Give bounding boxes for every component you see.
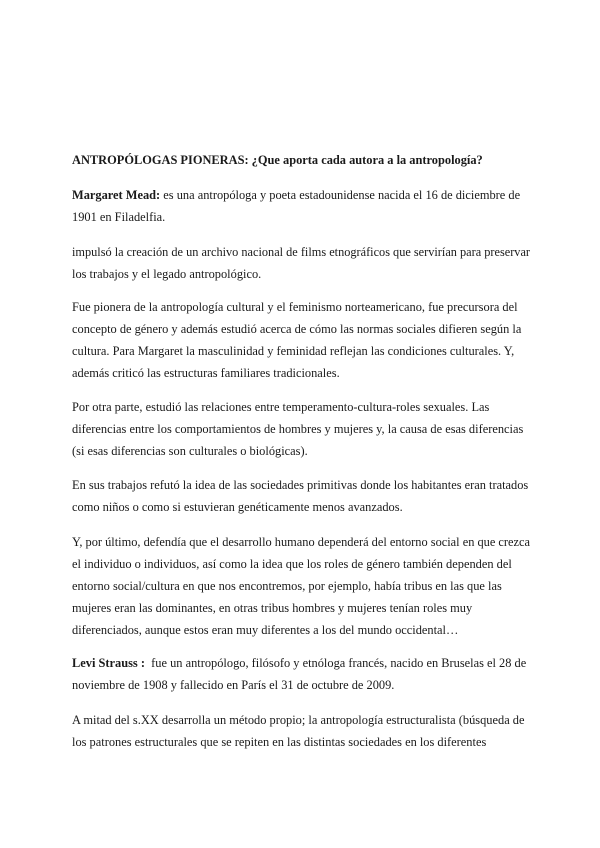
paragraph-human-development: Y, por último, defendía que el desarrollo humano dependerá del entorno social en que crezca el individuo o individuos, así como la idea que los roles de género también dependen del entorno social/cultura en que nos encontremos, por ejemplo, había tribus en las que las mujeres eran las dominantes, en otras tribus hombres y mujeres tenían roles muy diferenciados, aunque estos eran muy diferentes a los del mundo occidental… xyxy=(72,535,531,637)
paragraph-film-archive: impulsó la creación de un archivo nacional de films etnográficos que servirían para preservar los trabajos y el legado antropológico. xyxy=(72,245,531,281)
document-title: ANTROPÓLOGAS PIONERAS: ¿Que aporta cada autora a la antropología? xyxy=(72,153,483,167)
paragraph-margaret-mead-intro: Margaret Mead: es una antropóloga y poeta estadounidense nacida el 16 de diciembre de 1901 en Filadelfia. xyxy=(72,188,521,224)
paragraph-levi-strauss-intro: Levi Strauss : fue un antropólogo, filósofo y etnóloga francés, nacido en Bruselas el 28 de noviembre de 1908 y fallecido en París el 31 de octubre de 2009. xyxy=(72,656,527,692)
paragraph-cultural-anthropology: Fue pionera de la antropología cultural y el feminismo norteamericano, fue precursora del concepto de género y además estudió acerca de cómo las normas sociales difieren según la cultura. Para Margaret la masculinidad y feminidad reflejan las condiciones culturales. Y, además criticó las estructuras familiares tradicionales. xyxy=(72,300,522,380)
author-name-levi-strauss: Levi Strauss : xyxy=(72,656,145,670)
paragraph-temperament-roles: Por otra parte, estudió las relaciones entre temperamento-cultura-roles sexuales. Las diferencias entre los comportamientos de hombres y mujeres y, la causa de esas diferencias (si esas diferencias son culturales o biológicas). xyxy=(72,400,524,458)
paragraph-primitive-societies: En sus trabajos refutó la idea de las sociedades primitivas donde los habitantes eran tratados como niños o como si estuvieran genéticamente menos avanzados. xyxy=(72,478,529,514)
author-name-margaret-mead: Margaret Mead: xyxy=(72,188,161,202)
paragraph-structuralism: A mitad del s.XX desarrolla un método propio; la antropología estructuralista (búsqueda de los patrones estructurales que se repiten en las distintas sociedades en los diferentes xyxy=(72,713,525,749)
